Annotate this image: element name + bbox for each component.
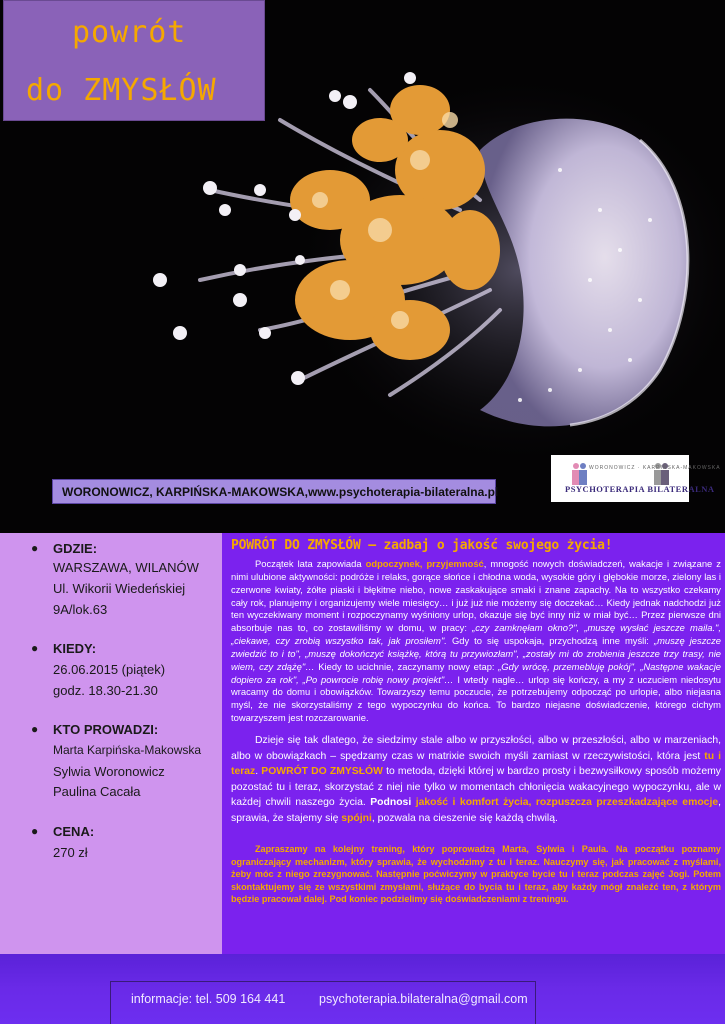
text-segment: Kiedy to ucichnie, zaczynamy nowy etap: (314, 660, 499, 672)
text-segment: I wtedy nagle… urlop się kończy, a my z uczuciem niedosytu wracamy do domu i obowiązków. Towarzyszy temu poczucie, że potrzebujemy odpocząć po urlopie, albo niejasna myśl, że nie skorzystaliśmy z tego wypoczynku do końca. To bardzo niejasne doświadczenie, którego cichym towarzyszem jest rozczarowanie. (231, 673, 721, 724)
text-segment: „czy zamknęłam okno?", „muszę wysłać jeszcze maila.", „ciekawe, czy zrobią wszystko tak, jak prosiłem". (231, 622, 721, 647)
logo-main-text: PSYCHOTERAPIA BILATERALNA (565, 484, 715, 494)
credit-bar: WORONOWICZ, KARPIŃSKA-MAKOWSKA,www.psychoterapia-bilateralna.pl (52, 479, 496, 504)
who-line: Marta Karpińska-Makowska (53, 743, 202, 757)
text-segment: , mnogość nowych doświadczeń, wakacje i związane z nimi ulubione aktywności: podróże i relaks, gorące słońce i chłodna woda, wysokie góry i głębokie morze, zielony las i czerwone kwiaty, żółte piaski i błękitne niebo, nowe zaskakujące smaki i znane zapachy. Na to wszystko czekamy cały rok, planujemy i organizujemy wiele miesięcy… i już już nie możemy się doczekać… Kiedy jednak nadchodzi już ten wyczekiwany moment i rozpoczynamy wyśniony urlop, okazuje się być inny niż w miał być… Przez pierwsze dni absorbuje nas to, co zostawiliśmy w domu, w pracy: (231, 558, 721, 634)
when-label: KIEDY: (53, 641, 97, 656)
who-line: Paulina Cacała (53, 784, 141, 799)
contact-box (110, 981, 536, 1024)
who-label: KTO PROWADZI: (53, 722, 159, 737)
paragraph-invitation: Zapraszamy na kolejny trening, który poprowadzą Marta, Sylwia i Paula. Na początku poznamy ograniczający mechanizm, który sprawia, że wychodzimy z tu i teraz. Nauczymy się, jak pracować z myślami, żeby móc z niego zrezygnować. Następnie poćwiczymy w praktyce bycie tu i teraz podczas zajęć Jogi. Potem skontaktujemy się ze wszystkimi zmysłami, służące do bycia tu i teraz, aby każdy mógł znaleźć ten, z którym będzie pracował dalej. Pod koniec podzielimy się doświadczeniami z treningu. (231, 844, 721, 904)
text-segment: jakość i komfort życia, rozpuszcza przeszkadzające emocje (415, 797, 719, 809)
description-panel (222, 533, 725, 954)
headline: POWRÓT DO ZMYSŁÓW – zadbaj o jakość swojego życia! (231, 538, 613, 553)
text-segment: Podnosi (370, 797, 412, 809)
text-segment: Dzieje się tak dlatego, że siedzimy stale albo w przyszłości, albo w przeszłości, albo w marzeniach, albo w obowiązkach – spędzamy czas w matrixie swoich myśli zamiast w rzeczywistości, która jest (231, 735, 721, 762)
logo (551, 455, 721, 502)
text-segment: odpoczynek, przyjemność (365, 558, 484, 569)
text-segment: spójni (341, 812, 372, 824)
contact-email: psychoterapia.bilateralna@gmail.com (319, 992, 528, 1006)
price-value: 270 zł (53, 845, 88, 860)
info-sidebar (0, 533, 222, 954)
paragraph-intro (231, 558, 721, 725)
paragraph-method (231, 733, 721, 827)
text-segment: „muszę jeszcze zwiedzić to i to", „muszę dokończyć książkę, którą tu przywiozłam", „zostały mi do zrobienia jeszcze trzy trasy, nie wiem, czy zdążę"… (231, 635, 721, 672)
text-segment: , pozwala na cieszenie się każdą chwilą. (371, 812, 558, 824)
contact-phone: informacje: tel. 509 164 441 (131, 992, 286, 1006)
person-icon-blue (578, 463, 588, 485)
title-line-1: powrót (72, 15, 187, 50)
where-line: 9A/lok.63 (53, 602, 108, 617)
text-segment: to metoda, dzięki której w bardzo prosty i bezwysiłkowy sposób możemy pozostać tu i teraz, skorzystać z niej nie tylko w momentach chłonięcia wakacyjnego wypoczynku, ale w każdej chwili naszego życia. (231, 766, 721, 809)
title-box (3, 0, 265, 121)
text-segment: . (255, 766, 262, 778)
when-line: 26.06.2015 (piątek) (53, 662, 166, 677)
bullet-dot: ● (31, 824, 39, 838)
text-segment: POWRÓT DO ZMYSŁÓW (261, 766, 383, 778)
text-segment: , sprawia, że stajemy się (231, 797, 722, 824)
text-segment: tu i teraz (231, 750, 721, 778)
where-line: WARSZAWA, WILANÓW (53, 560, 199, 575)
bullet-dot: ● (31, 641, 39, 655)
footer (0, 954, 725, 1024)
bullet-dot: ● (31, 722, 39, 736)
text-segment: Początek lata zapowiada (255, 558, 366, 569)
where-line: Ul. Wikorii Wiedeńskiej (53, 581, 186, 596)
text-segment: Gdy to się uspokaja, przychodzą inne myśli: (446, 635, 654, 647)
where-label: GDZIE: (53, 541, 98, 556)
title-line-2: do ZMYSŁÓW (26, 73, 217, 108)
logo-small-text: WORONOWICZ · KARPIŃSKA-MAKOWSKA (589, 465, 721, 471)
price-label: CENA: (53, 824, 95, 839)
text-segment: „Gdy wrócę, przemebluję pokój", „Następne wakacje dopiero za rok", „Po powrocie robię nowy projekt"… (231, 660, 721, 685)
when-line: godz. 18.30-21.30 (53, 683, 158, 698)
who-line: Sylwia Woronowicz (53, 764, 165, 779)
bullet-dot: ● (31, 541, 39, 555)
